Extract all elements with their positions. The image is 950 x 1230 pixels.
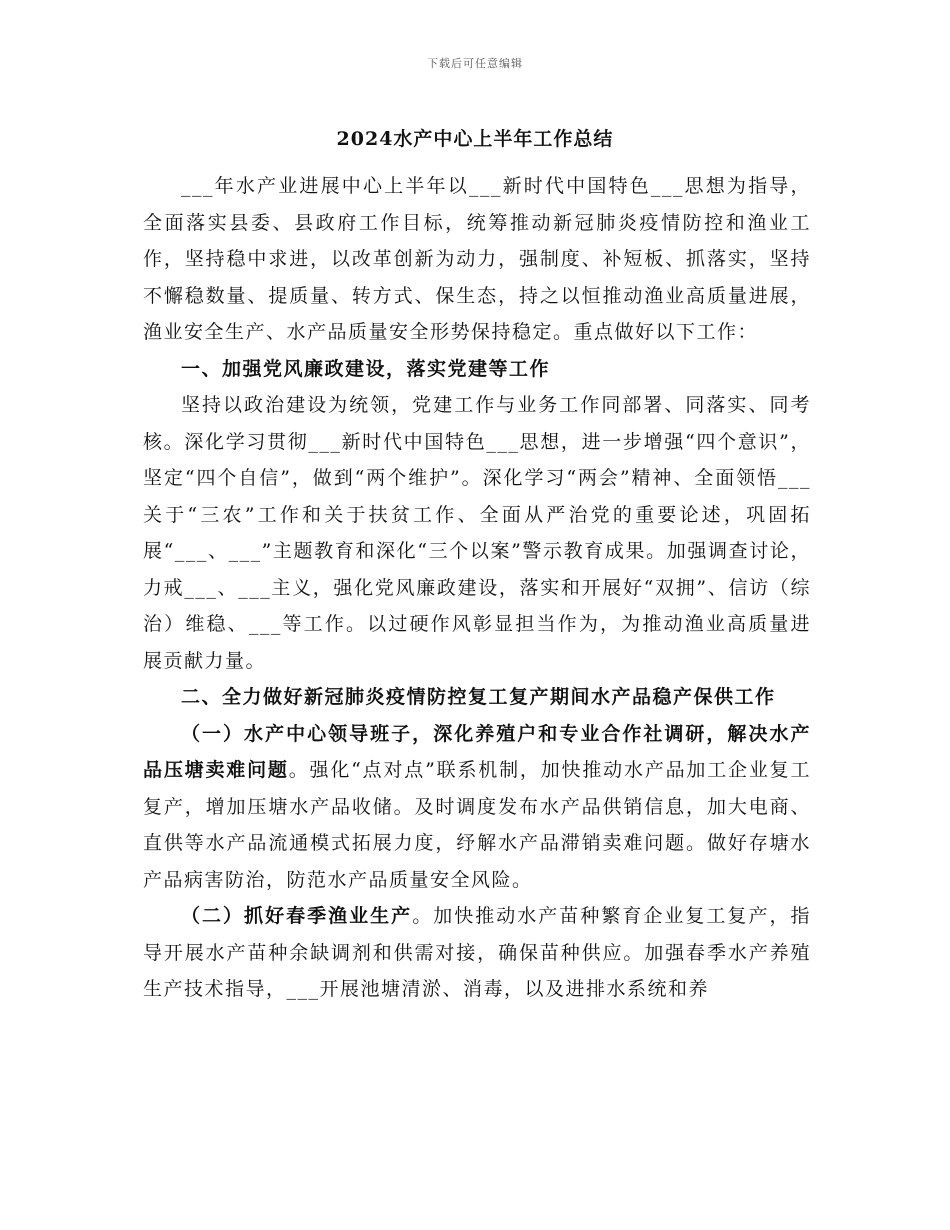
section-2-sub1-lead: （一）水产中心领导班子，深化养殖户和专业合作社调研，解决水产品压塘卖难问题 xyxy=(143,722,811,781)
section-2-sub1-text: 。强化“点对点”联系机制，加快推动水产品加工企业复工复产，增加压塘水产品收储。及时调度发布水产品供销信息，加大电商、直供等水产品流通模式拓展力度，纾解水产品滞销卖难问题。做好存塘水产品病害防治，防范水产品质量安全风险。 xyxy=(143,759,811,891)
section-1-heading: 一、加强党风廉政建设，落实党建等工作 xyxy=(181,357,551,380)
intro-paragraph: ___年水产业进展中心上半年以___新时代中国特色___思想为指导，全面落实县委、县政府工作目标，统筹推动新冠肺炎疫情防控和渔业工作，坚持稳中求进，以改革创新为动力，强制度、补短板、抓落实，坚持不懈稳数量、提质量、转方式、保生态，持之以恒推动渔业高质量进展，渔业安全生产、水产品质量安全形势保持稳定。重点做好以下工作： xyxy=(143,175,811,343)
header-note: 下载后可任意编辑 xyxy=(427,57,523,70)
section-1-paragraph: 坚持以政治建设为统领，党建工作与业务工作同部署、同落实、同考核。深化学习贯彻___新时代中国特色___思想，进一步增强“四个意识”，坚定“四个自信”，做到“两个维护”。深化学习“两会”精神、全面领悟___关于“三农”工作和关于扶贫工作、全面从严治党的重要论述，巩固拓展“___、___”主题教育和深化“三个以案”警示教育成果。加强调查讨论，力戒___、___主义，强化党风廉政建设，落实和开展好“双拥”、信访（综治）维稳、___等工作。以过硬作风彰显担当作为，为推动渔业高质量进展贡献力量。 xyxy=(143,394,811,672)
page-title: 2024水产中心上半年工作总结 xyxy=(336,128,614,150)
section-2-heading: 二、全力做好新冠肺炎疫情防控复工复产期间水产品稳产保供工作 xyxy=(181,686,776,708)
section-2-sub2-paragraph xyxy=(143,898,811,1008)
section-2-sub2-lead: （二）抓好春季渔业生产 xyxy=(181,905,413,927)
section-2-sub1-paragraph xyxy=(143,716,811,899)
section-2-sub2-text: 。加快推动水产苗种繁育企业复工复产，指导开展水产苗种余缺调剂和供需对接，确保苗种供应。加强春季水产养殖生产技术指导，___开展池塘清淤、消毒，以及进排水系统和养 xyxy=(143,905,811,1000)
document-body xyxy=(143,168,811,1008)
